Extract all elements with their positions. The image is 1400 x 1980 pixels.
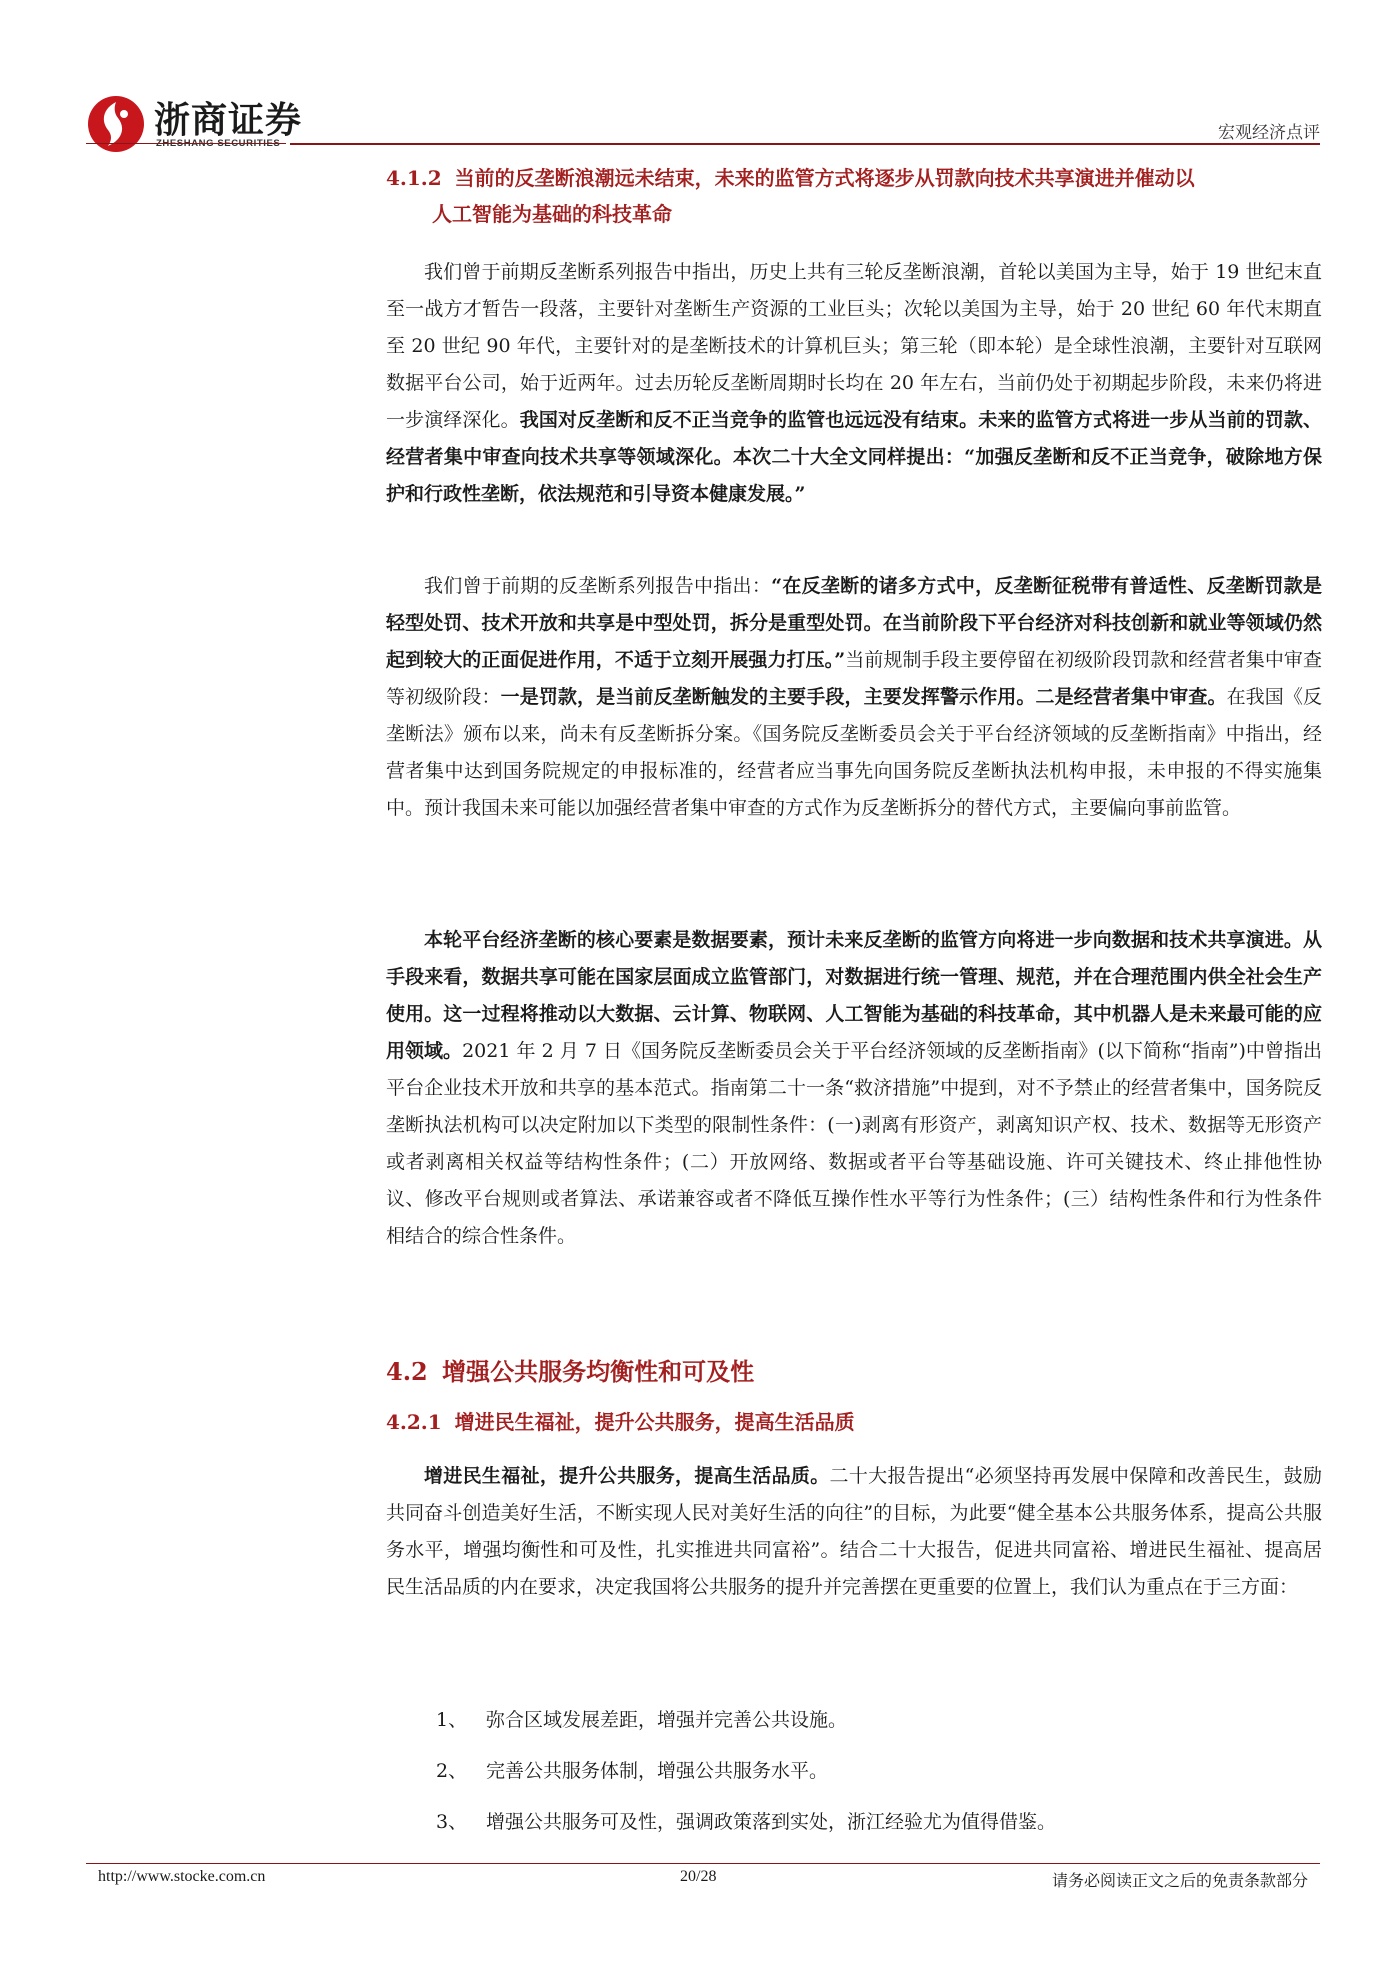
section-title-line2: 人工智能为基础的科技革命 <box>432 202 672 226</box>
paragraph-2 <box>386 568 1322 827</box>
list-text: 弥合区域发展差距，增强并完善公共设施。 <box>486 1709 848 1731</box>
section-number: 4.2 <box>386 1357 428 1386</box>
section-title: 增强公共服务均衡性和可及性 <box>442 1357 755 1386</box>
page-header <box>0 0 1400 150</box>
list-number: 3、 <box>436 1811 468 1833</box>
zheshang-logo-icon <box>86 94 146 154</box>
paragraph-2-bold-2: 一是罚款，是当前反垄断触发的主要手段，主要发挥警示作用。二是经营者集中审查。 <box>500 686 1227 708</box>
paragraph-2-text-2: 当前规制手段主要停留在初级阶段罚款和经营者集中审查等初级阶段： <box>386 649 1322 708</box>
list-number: 1、 <box>436 1709 468 1731</box>
report-type: 宏观经济点评 <box>1218 123 1320 143</box>
company-name-cn: 浙商证券 <box>154 100 303 141</box>
section-title-line1: 当前的反垄断浪潮远未结束，未来的监管方式将逐步从罚款向技术共享演进并催动以 <box>454 166 1195 190</box>
section-heading-4-2-1 <box>386 1404 1322 1440</box>
section-number: 4.1.2 <box>386 166 442 190</box>
header-divider <box>290 143 1320 145</box>
paragraph-1-text: 我们曾于前期反垄断系列报告中指出，历史上共有三轮反垄断浪潮，首轮以美国为主导，始于 19 世纪末直至一战方才暂告一段落，主要针对垄断生产资源的工业巨头；次轮以美国为主导，始于 20 世纪 60 年代末期直至 20 世纪 90 年代，主要针对的是垄断技术的计算机巨头；第三轮（即本轮）是全球性浪潮，主要针对互联网数据平台公司，始于近两年。过去历轮反垄断周期时长均在 20 年左右，当前仍处于初期起步阶段，未来仍将进一步演绎深化。 <box>386 261 1322 431</box>
paragraph-4-bold: 增进民生福祉，提升公共服务，提高生活品质。 <box>424 1465 830 1487</box>
footer-url-link[interactable]: http://www.stocke.com.cn <box>98 1868 266 1885</box>
list-number: 2、 <box>436 1760 468 1782</box>
paragraph-2-text-1: 我们曾于前期的反垄断系列报告中指出： <box>424 575 772 597</box>
page-number: 20/28 <box>680 1868 717 1885</box>
list-item <box>436 1804 1056 1840</box>
paragraph-2-text-3: 在我国《反垄断法》颁布以来，尚未有反垄断拆分案。《国务院反垄断委员会关于平台经济领域的反垄断指南》中指出，经营者集中达到国务院规定的申报标准的，经营者应当事先向国务院反垄断执法机构申报，未申报的不得实施集中。预计我国未来可能以加强经营者集中审查的方式作为反垄断拆分的替代方式，主要偏向事前监管。 <box>386 686 1322 819</box>
paragraph-1 <box>386 254 1322 513</box>
footer-divider <box>86 1863 1320 1864</box>
header-divider-left <box>86 143 286 144</box>
paragraph-1-bold: 我国对反垄断和反不正当竞争的监管也远远没有结束。未来的监管方式将进一步从当前的罚款、经营者集中审查向技术共享等领域深化。本次二十大全文同样提出：“加强反垄断和反不正当竞争，破除地方保护和行政性垄断，依法规范和引导资本健康发展。” <box>386 409 1322 505</box>
section-title: 增进民生福祉，提升公共服务，提高生活品质 <box>454 1410 855 1434</box>
section-heading-4-1-2-cont <box>432 196 1322 232</box>
paragraph-3-bold: 本轮平台经济垄断的核心要素是数据要素，预计未来反垄断的监管方向将进一步向数据和技术共享演进。从手段来看，数据共享可能在国家层面成立监管部门，对数据进行统一管理、规范，并在合理范围内供全社会生产使用。这一过程将推动以大数据、云计算、物联网、人工智能为基础的科技革命，其中机器人是未来最可能的应用领域。 <box>386 929 1322 1062</box>
paragraph-3-text: 2021 年 2 月 7 日《国务院反垄断委员会关于平台经济领域的反垄断指南》(以下简称“指南”)中曾指出平台企业技术开放和共享的基本范式。指南第二十一条“救济措施”中提到，对不予禁止的经营者集中，国务院反垄断执法机构可以决定附加以下类型的限制性条件：(一)剥离有形资产，剥离知识产权、技术、数据等无形资产或者剥离相关权益等结构性条件；(二）开放网络、数据或者平台等基础设施、许可关键技术、终止排他性协议、修改平台规则或者算法、承诺兼容或者不降低互操作性水平等行为性条件；(三）结构性条件和行为性条件相结合的综合性条件。 <box>386 1040 1322 1247</box>
list-item <box>436 1702 847 1738</box>
paragraph-2-bold-1: “在反垄断的诸多方式中，反垄断征税带有普适性、反垄断罚款是轻型处罚、技术开放和共享是中型处罚，拆分是重型处罚。在当前阶段下平台经济对科技创新和就业等领域仍然起到较大的正面促进作用，不适于立刻开展强力打压。” <box>386 575 1322 671</box>
section-number: 4.2.1 <box>386 1410 442 1434</box>
list-text: 完善公共服务体制，增强公共服务水平。 <box>486 1760 829 1782</box>
section-heading-4-1-2 <box>386 160 1326 196</box>
section-heading-4-2 <box>386 1354 1322 1390</box>
footer-disclaimer: 请务必阅读正文之后的免责条款部分 <box>1051 1871 1308 1890</box>
paragraph-4 <box>386 1458 1322 1606</box>
paragraph-4-text: 二十大报告提出“必须坚持再发展中保障和改善民生，鼓励共同奋斗创造美好生活，不断实现人民对美好生活的向往”的目标，为此要“健全基本公共服务体系，提高公共服务水平，增强均衡性和可及性，扎实推进共同富裕”。结合二十大报告，促进共同富裕、增进民生福祉、提高居民生活品质的内在要求，决定我国将公共服务的提升并完善摆在更重要的位置上，我们认为重点在于三方面： <box>386 1465 1322 1598</box>
paragraph-3 <box>386 922 1322 1255</box>
list-text: 增强公共服务可及性，强调政策落到实处，浙江经验尤为值得借鉴。 <box>486 1811 1057 1833</box>
list-item <box>436 1753 828 1789</box>
